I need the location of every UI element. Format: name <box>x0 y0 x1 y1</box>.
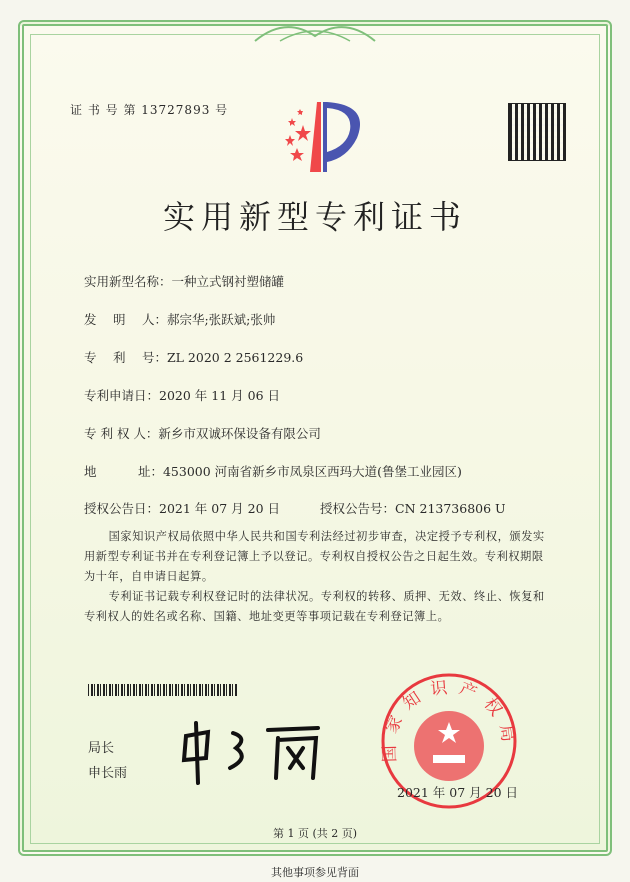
paragraph-grant: 国家知识产权局依照中华人民共和国专利法经过初步审查，决定授予专利权，颁发实用新型专利证书并在专利登记簿上予以登记。专利权自授权公告之日起生效。专利权期限为十年，自申请日起算。 <box>84 530 545 583</box>
paragraph-legal-status: 专利证书记载专利权登记时的法律状况。专利权的转移、质押、无效、终止、恢复和专利权人的姓名或名称、国籍、地址变更等事项记载在专利登记簿上。 <box>84 590 545 623</box>
signature <box>178 718 328 788</box>
field-application-date: 专利申请日：2020 年 11 月 06 日 <box>84 388 281 403</box>
field-utility-model-name: 实用新型名称：一种立式钢衬塑储罐 <box>84 274 285 289</box>
field-inventors: 发 明 人：郝宗华;张跃斌;张帅 <box>84 312 276 327</box>
document-title: 实用新型专利证书 <box>162 198 467 236</box>
cnipa-logo <box>275 100 365 175</box>
qr-code <box>508 103 566 161</box>
page-info: 第 1 页 (共 2 页) <box>272 827 358 840</box>
field-publication-number: 授权公告号：CN 213736806 U <box>320 501 506 516</box>
svg-text:国家知识产权局: 国家知识产权局 <box>379 677 520 763</box>
barcode <box>88 684 238 696</box>
seal-date: 2021 年 07 月 20 日 <box>397 785 518 800</box>
ornament-top <box>250 16 380 46</box>
certificate-number: 证 书 号 第 13727893 号 <box>70 103 229 117</box>
footer-note: 其他事项参见背面 <box>271 866 359 879</box>
signer-title: 局长 <box>88 741 115 756</box>
field-address: 地 址：453000 河南省新乡市凤泉区西玛大道(鲁堡工业园区) <box>84 464 462 479</box>
signer-name: 申长雨 <box>88 766 128 781</box>
field-patent-number: 专 利 号：ZL 2020 2 2561229.6 <box>84 350 304 365</box>
field-grant-date: 授权公告日：2021 年 07 月 20 日 <box>84 501 281 516</box>
field-patentee: 专 利 权 人：新乡市双诚环保设备有限公司 <box>84 426 321 441</box>
